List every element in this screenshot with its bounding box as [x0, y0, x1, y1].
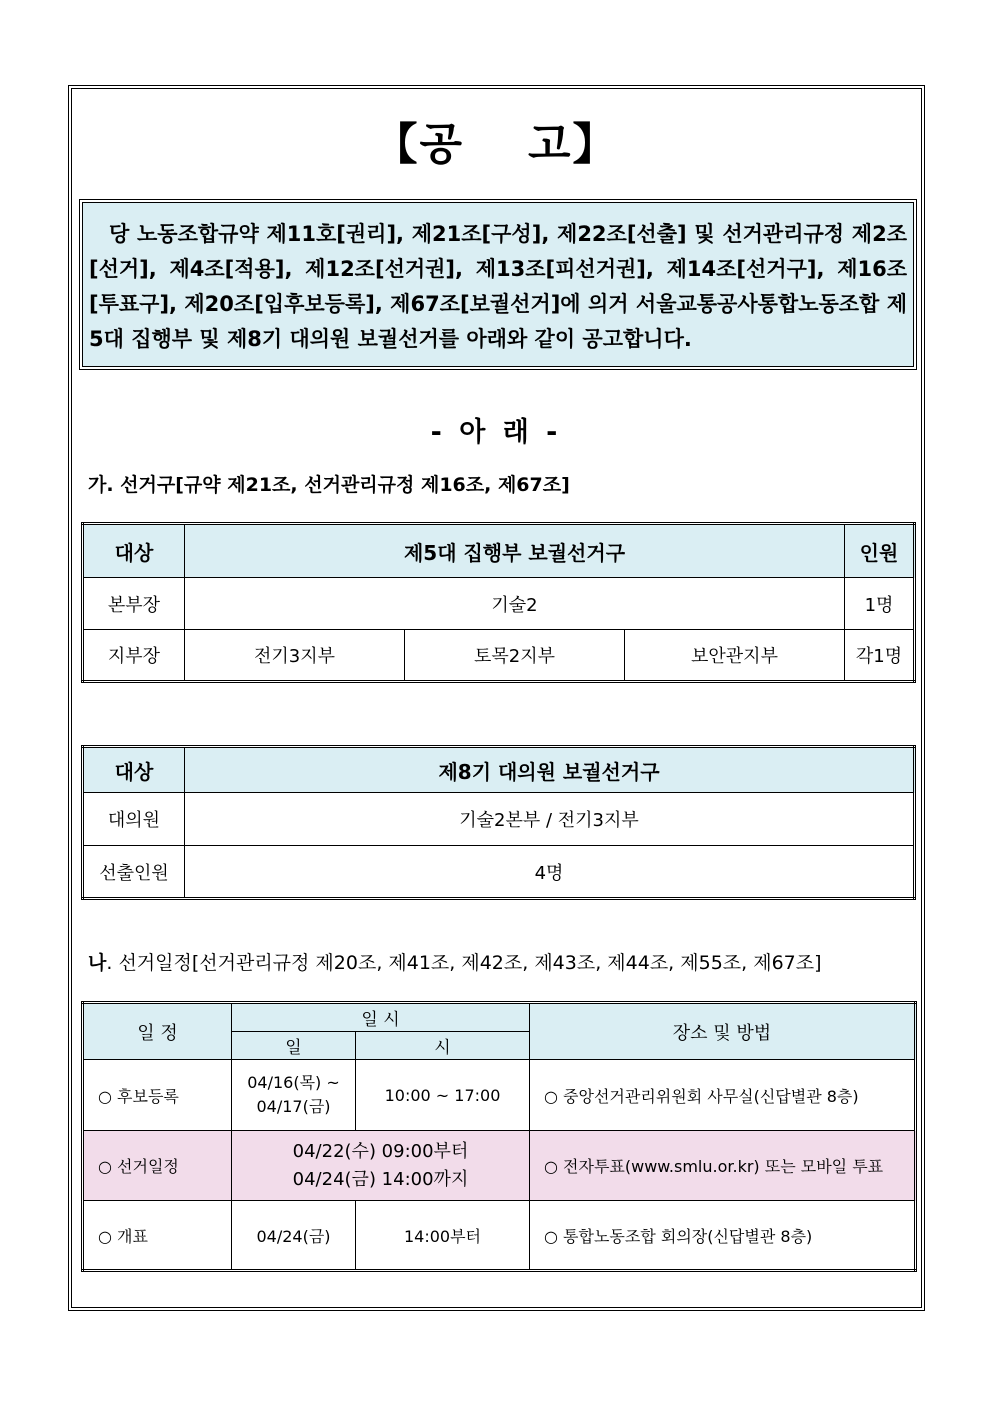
table-row: [83, 1201, 916, 1271]
row-value: 전기3지부: [185, 630, 405, 682]
schedule-place: ○ 전자투표(www.smlu.or.kr) 또는 모바일 투표: [530, 1131, 916, 1201]
row-label: 본부장: [83, 578, 185, 630]
header-district: 제8기 대의원 보궐선거구: [185, 747, 915, 793]
delegate-byelection-table: [81, 745, 916, 900]
election-schedule-table: [81, 1001, 917, 1272]
header-datetime: 일 시: [232, 1003, 530, 1032]
notice-box: [79, 199, 917, 370]
table-row: [83, 1131, 916, 1201]
table-row: [83, 578, 915, 630]
schedule-day: 04/24(금): [232, 1201, 356, 1271]
notice-text: 당 노동조합규약 제11호[권리], 제21조[구성], 제22조[선출] 및 선거관리규정 제2조[선거], 제4조[적용], 제12조[선거권], 제13조[피선거권], 제14조[선거구], 제16조[투표구], 제20조[입후보등록], 제67조[보궐선거]에 의거 서울교통공사통합노동조합 제5대 집행부 및 제8기 대의원 보궐선거를 아래와 같이 공고합니다.: [89, 222, 907, 351]
schedule-time: 14:00부터: [356, 1201, 530, 1271]
table-row: [83, 1060, 916, 1131]
page-title: 【공 고】: [373, 119, 619, 170]
row-value: 기술2본부 / 전기3지부: [185, 793, 915, 846]
schedule-place: ○ 통합노동조합 회의장(신답별관 8층): [530, 1201, 916, 1271]
row-count: 각1명: [845, 630, 915, 682]
schedule-day: 04/16(목) ~ 04/17(금): [232, 1060, 356, 1131]
schedule-period: 04/22(수) 09:00부터 04/24(금) 14:00까지: [232, 1131, 530, 1201]
row-label: 대의원: [83, 793, 185, 846]
header-district: 제5대 집행부 보궐선거구: [185, 524, 845, 578]
schedule-item: ○ 개표: [83, 1201, 232, 1271]
header-target: 대상: [83, 524, 185, 578]
row-value: 토목2지부: [405, 630, 625, 682]
section-ga-heading: 가. 선거구[규약 제21조, 선거관리규정 제16조, 제67조]: [88, 474, 570, 496]
header-place: 장소 및 방법: [530, 1003, 916, 1060]
row-value: 보안관지부: [625, 630, 845, 682]
table-row: [83, 793, 915, 846]
header-day: 일: [232, 1032, 356, 1060]
table-row: [83, 846, 915, 899]
header-time: 시: [356, 1032, 530, 1060]
executive-byelection-table: [81, 522, 916, 683]
schedule-item: ○ 후보등록: [83, 1060, 232, 1131]
row-count: 1명: [845, 578, 915, 630]
schedule-item: ○ 선거일정: [83, 1131, 232, 1201]
schedule-place: ○ 중앙선거관리위원회 사무실(신답별관 8층): [530, 1060, 916, 1131]
table-row: [83, 630, 915, 682]
section-na-heading: 나. 선거일정[선거관리규정 제20조, 제41조, 제42조, 제43조, 제44조, 제55조, 제67조]: [88, 952, 822, 974]
schedule-time: 10:00 ~ 17:00: [356, 1060, 530, 1131]
row-value: 기술2: [185, 578, 845, 630]
header-count: 인원: [845, 524, 915, 578]
header-target: 대상: [83, 747, 185, 793]
header-schedule: 일 정: [83, 1003, 232, 1060]
row-value: 4명: [185, 846, 915, 899]
row-label: 선출인원: [83, 846, 185, 899]
row-label: 지부장: [83, 630, 185, 682]
heading-below: - 아 래 -: [430, 417, 562, 448]
